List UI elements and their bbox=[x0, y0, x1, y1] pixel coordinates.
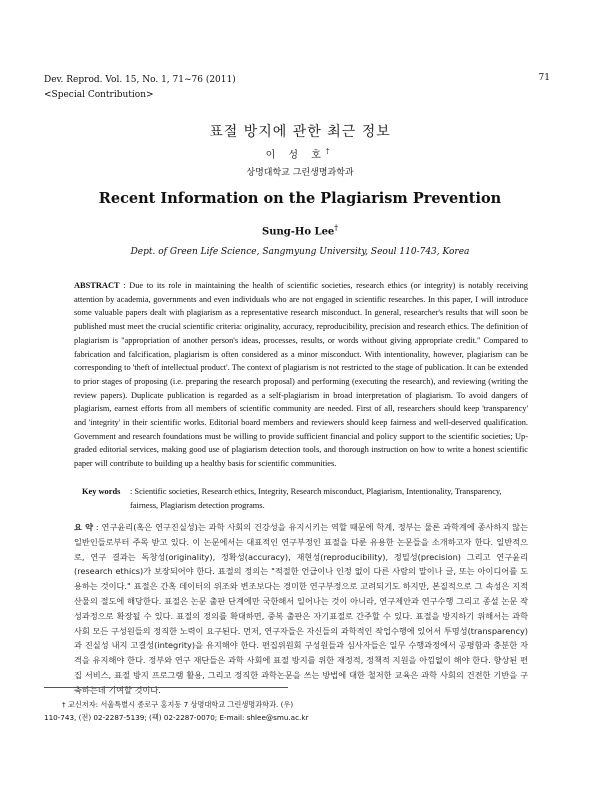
running-header bbox=[44, 73, 236, 103]
keywords-label: Key words bbox=[82, 487, 121, 496]
english-affiliation: Dept. of Green Life Science, Sangmyung University, Seoul 110-743, Korea bbox=[130, 247, 470, 257]
section-label: <Special Contribution> bbox=[44, 90, 154, 100]
english-author-name: Sung-Ho Lee bbox=[262, 226, 335, 238]
footnote-line-1: † 교신저자: 서울특별시 종로구 홍지동 7 상명대학교 그린생명과학과. (우) bbox=[62, 700, 294, 709]
korean-affiliation: 상명대학교 그린생명과학과 bbox=[246, 168, 354, 178]
footnote-line-2: 110-743, (전) 02-2287-5139; (팩) 02-2287-0070; E-mail: shlee@smu.ac.kr bbox=[44, 713, 309, 722]
korean-abstract bbox=[74, 520, 528, 698]
footnote bbox=[44, 698, 308, 724]
korean-abstract-label: 요 약 bbox=[74, 522, 93, 532]
abstract-label: ABSTRACT bbox=[74, 281, 120, 290]
footnote-rule bbox=[44, 687, 288, 688]
english-author bbox=[0, 223, 600, 237]
korean-title: 표절 방지에 관한 최근 정보 bbox=[209, 124, 391, 140]
keywords-text: : Scientific societies, Research ethics, Integrity, Research misconduct, Plagiarism, Intentionality, Transparency, fairness, Plagiarism detection programs. bbox=[130, 487, 502, 510]
abstract-text: : Due to its role in maintaining the health of scientific societies, research ethics (or integrity) is notably receiving attention by academia, governments and even individuals who are not engaged in scientific researches. In this paper, I will introduce some valuable papers dealt with plagiarism as a representative research misconduct. In general, researcher's results that will soon be published must meet the crucial scientific criteria: originality, accuracy, reproducibility, precision and research ethics. The definition of plagiarism is "appropriation of another person's ideas, processes, results, or words without giving appropriate credit." Compared to fabrication and falcification, plagiarism is often considered as a minor misconduct. With intentionality, however, plagiarism can be corresponding to 'theft of intellectual product'. The context of plagiarism is not restricted to the stage of publication. It can be extended to prior stages of proposing (i.e. preparing the research proposal) and performing (executing the research), and reviewing (writing the review papers). Duplicate publication is regarded as a self-plagiarism in broad interpretation of plagiarism. To avoid dangers of plagiarism, earnest efforts from all members of scientific community are needed. First of all, researchers should keep 'transparency' and 'integrity' in their scientific works. Editorial board members and reviewers should keep fairness and well-deserved qualification. Government and research foundations must be willing to provide sufficient financial and policy support to the scientific societies; Up-graded editorial services, making good use of plagiarism detection tools, and thorough instruction on how to write a honest scientific paper will contribute to building up a healthy basis for scientific communities. bbox=[74, 281, 528, 469]
korean-abstract-text: : 연구윤리(혹은 연구진실성)는 과학 사회의 건강성을 유지시키는 역할 때문에 학계, 정부는 물론 과학계에 종사하지 않는 일반인들로부터 주목 받고 있다. 이 논문에서는 대표적인 연구부정인 표절을 다룬 유용한 논문들을 소개하고자 한다. 일반적으로, 연구 결과는 독창성(originality), 정확성(accuracy), 재현성(reproducibility), 정밀성(precision) 그리고 연구윤리(research ethics)가 보장되어야 한다. 표절의 정의는 "적절한 언급이나 인정 없이 다른 사람의 말이나 글, 또는 아이디어를 도용하는 것이다." 표절은 간혹 데이터의 위조와 변조보다는 경미한 연구부정으로 고려되기도 하지만, 본질적으로 그 속성은 지적 산물의 절도에 해당한다. 표절은 논문 출판 단계에만 국한해서 일어나는 것이 아니라, 연구제안과 연구수행 그리고 종설 논문 작성과정으로 확장될 수 있다. 표절의 정의를 확대하면, 중복 출판은 자기표절로 간주할 수 있다. 표절을 방지하기 위해서는 과학 사회 모든 구성원들의 정직한 노력이 요구된다. 먼저, 연구자들은 자신들의 과학적인 작업수행에 있어서 투명성(transparency)과 진실성 내지 고결성(integrity)을 유지해야 한다. 편집위원회 구성원들과 심사자들은 일무 수행과정에서 공평함과 충분한 자격을 유지해야 한다. 정부와 연구 재단들은 과학 사회에 표절 방지를 위한 재정적, 정책적 지원을 아낌없이 해야 한다. 향상된 편집 서비스, 표절 방지 프로그램 활용, 그리고 정직한 과학논문을 쓰는 방법에 대한 철저한 교육은 과학 사회의 건전한 기반을 구축하는데 기여할 것이다. bbox=[74, 522, 528, 695]
journal-citation: Dev. Reprod. Vol. 15, No. 1, 71~76 (2011) bbox=[44, 75, 236, 85]
korean-author bbox=[0, 146, 600, 161]
page-number: 71 bbox=[538, 73, 550, 83]
english-abstract bbox=[74, 279, 528, 471]
korean-author-mark: † bbox=[325, 147, 335, 156]
keywords bbox=[82, 485, 528, 512]
english-title: Recent Information on the Plagiarism Prevention bbox=[98, 190, 502, 207]
korean-author-name: 이 성 호 bbox=[265, 150, 326, 161]
english-author-mark: † bbox=[334, 223, 338, 232]
